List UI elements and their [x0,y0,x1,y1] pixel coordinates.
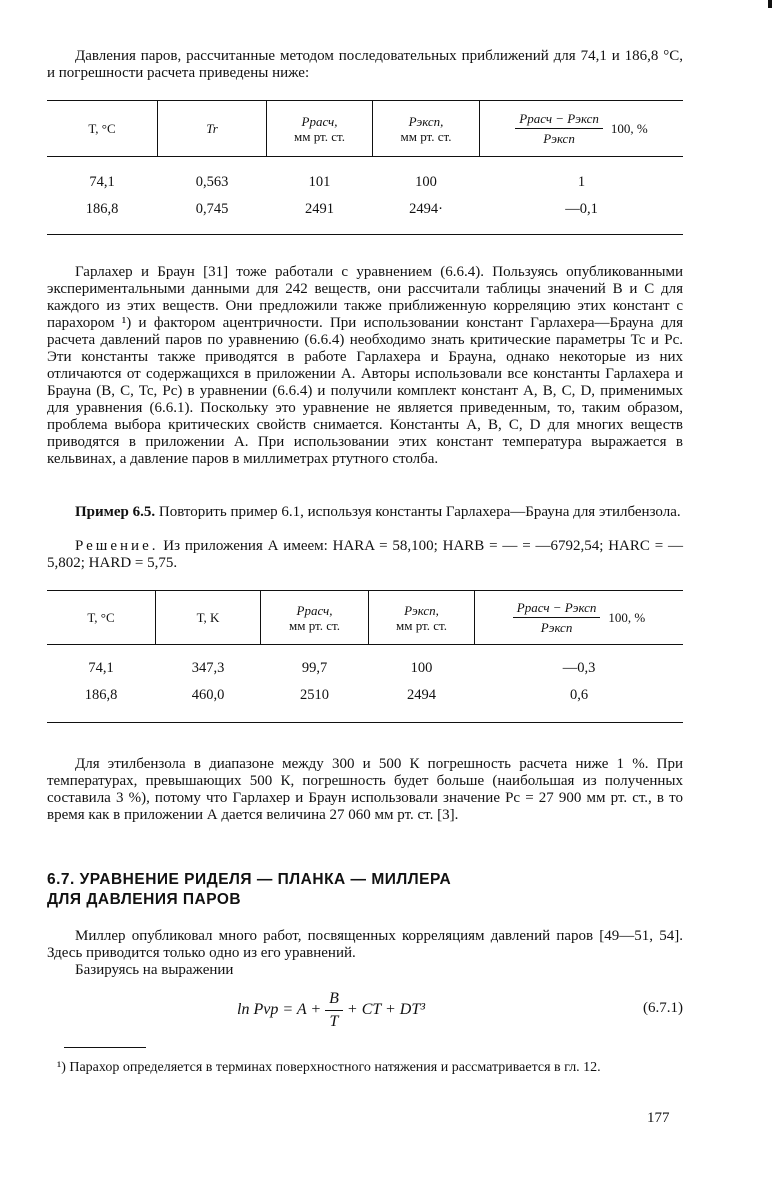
paragraph-basis: Базируясь на выражении [75,962,234,978]
header-temperature-c: T, °C [87,610,115,625]
equation-6-7-1 [47,988,683,1032]
intro-paragraph: Давления паров, рассчитанные методом последовательных приближений для 74,1 и 186,8 °С, и погрешности расчета приведены ниже: [47,48,683,81]
example-6-5 [47,504,683,521]
equation-rhs: + CT + DT³ [346,1001,426,1018]
page-number: 177 [647,1110,670,1126]
table-row: 74,1 347,3 99,7 100 —0,3 [88,660,596,676]
section-heading: 6.7. УРАВНЕНИЕ РИДЕЛЯ — ПЛАНКА — МИЛЛЕРА ДЛЯ ДАВЛЕНИЯ ПАРОВ [47,871,452,908]
table-row: 186,8 460,0 2510 2494 0,6 [84,687,589,703]
table-header [47,100,683,157]
table-row: 186,8 0,745 2491 2494· —0,1 [85,201,598,217]
header-reduced-temperature: Tr [206,121,218,136]
solution-label: Решение. [75,538,159,554]
header-p-calc: Pрасч, мм рт. ст. [289,602,340,633]
header-error-percent: $\frac{\text{Pрасч − Pэксп}}{\text{Pэксп}}$ 100, % [475,591,683,644]
header-temperature: T, °C [88,121,116,136]
example-label: Пример 6.5. [75,504,156,520]
paragraph-miller: Миллер опубликовал много работ, посвященных корреляциям давлений паров [49—51, 54]. Здесь приводится только одно из его уравнений. [47,928,683,961]
header-p-calc: Pрасч, мм рт. ст. [294,113,345,144]
equation-number: (6.7.1) [643,1000,683,1016]
equation-lhs: ln Pvp = A + [237,1001,322,1018]
solution-text: Из приложения А имеем: HARA = 58,100; HARB = — = —6792,54; HARC = —5,802; HARD = 5,75. [47,538,683,571]
equation-fraction: $\frac{B}{T}$ [325,990,343,1031]
footnote-rule [64,1047,146,1048]
paragraph-garlaher-brown: Гарлахер и Браун [31] тоже работали с уравнением (6.6.4). Пользуясь опубликованными экспериментальными данными для 242 веществ, они рассчитали таблицы значений B и C для каждого из этих веществ. Они предложили также приближенную корреляцию этих констант с парахором ¹) и фактором ацентричности. При использовании констант Гарлахера—Брауна для расчета давлений паров по уравнению (6.6.4) необходимо знать критические параметры Tc и Pc. Эти константы также приводятся в работе Гарлахера и Брауна, однако некоторые из них отличаются от содержащихся в приложении А. Авторы использовали все константы Гарлахера и Брауна (B, C, Tc, Pc) в уравнении (6.6.4) и получили комплект констант A, B, C, D, применимых для уравнения (6.6.1). Поскольку это уравнение не является приведенным, то, таким образом, проблема выбора критических свойств снимается. Константы A, B, C, D для многих веществ приводятся в приложении А. При использовании этих констант температура выражается в кельвинах, а давление паров в миллиметрах ртутного столба. [47,264,683,467]
table-bottom-rule [47,234,683,235]
header-error-percent: $\frac{\text{Pрасч − Pэксп}}{\text{Pэксп}}$ 100, % [480,101,683,156]
scan-corner-mark [768,0,772,8]
solution [47,538,683,572]
example-text: Повторить пример 6.1, используя константы Гарлахера—Брауна для этилбензола. [155,504,681,520]
table-pressures-2 [47,590,683,709]
table-row: 74,1 0,563 101 100 1 [89,174,586,190]
table-header [47,590,683,645]
header-temperature-k: T, K [196,610,220,625]
footnote: ¹) Парахор определяется в терминах поверхностного натяжения и рассматривается в гл. 12. [57,1060,601,1075]
table-pressures-1 [47,100,683,223]
paragraph-ethylbenzene: Для этилбензола в диапазоне между 300 и 500 К погрешность расчета ниже 1 %. При температурах, превышающих 500 К, погрешность будет больше (наибольшая из полученных составила 3 %), потому что Гарлахер и Браун использовали значение Pc = 27 900 мм рт. ст., в то время как в приложении А дается величина 27 060 мм рт. ст. [3]. [47,756,683,823]
header-p-exp: Pэксп, мм рт. ст. [396,602,447,633]
header-p-exp: Pэксп, мм рт. ст. [400,113,452,144]
table-bottom-rule [47,722,683,723]
